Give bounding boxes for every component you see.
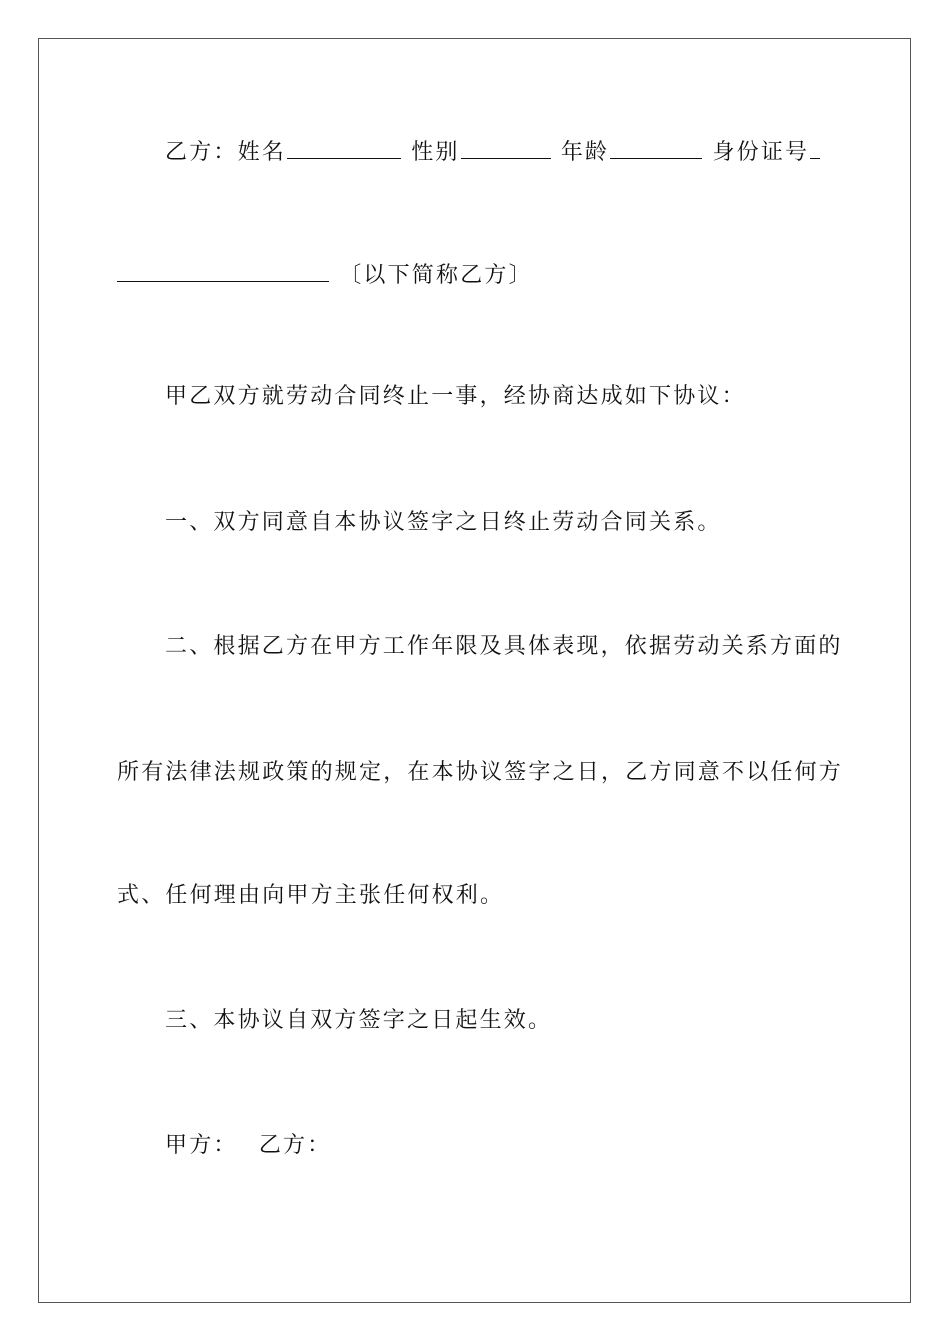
party-a-signature-label: 甲方： bbox=[165, 1133, 238, 1158]
party-b-signature-label: 乙方： bbox=[258, 1133, 332, 1158]
gender-label: 性别 bbox=[411, 140, 460, 165]
age-field-blank[interactable] bbox=[610, 136, 702, 159]
name-label: 姓名 bbox=[237, 140, 287, 165]
gender-field-blank[interactable] bbox=[461, 136, 551, 159]
clause-2-line-3: 式、任何理由向甲方主张任何权利。 bbox=[117, 883, 505, 908]
signature-line bbox=[165, 1131, 833, 1161]
clause-2-line-1: 二、根据乙方在甲方工作年限及具体表现，依据劳动关系方面的 bbox=[165, 634, 843, 659]
id-number-field-blank-start[interactable] bbox=[810, 136, 820, 159]
clause-1: 一、双方同意自本协议签字之日终止劳动合同关系。 bbox=[165, 510, 722, 535]
abbreviation-note: 〔以下简称乙方〕 bbox=[339, 263, 533, 288]
name-field-blank[interactable] bbox=[287, 136, 401, 159]
id-number-continuation-line bbox=[117, 259, 833, 291]
age-label: 年龄 bbox=[560, 140, 610, 165]
intro-paragraph: 甲乙双方就劳动合同终止一事，经协商达成如下协议： bbox=[165, 384, 746, 409]
party-b-label: 乙方： bbox=[165, 140, 238, 165]
clause-3: 三、本协议自双方签字之日起生效。 bbox=[165, 1008, 553, 1033]
party-b-info-line bbox=[165, 136, 833, 168]
clause-2-line-2: 所有法律法规政策的规定，在本协议签字之日，乙方同意不以任何方 bbox=[117, 760, 844, 785]
page-frame bbox=[38, 38, 911, 1303]
id-number-label: 身份证号 bbox=[712, 140, 810, 165]
id-number-field-blank[interactable] bbox=[117, 259, 329, 282]
